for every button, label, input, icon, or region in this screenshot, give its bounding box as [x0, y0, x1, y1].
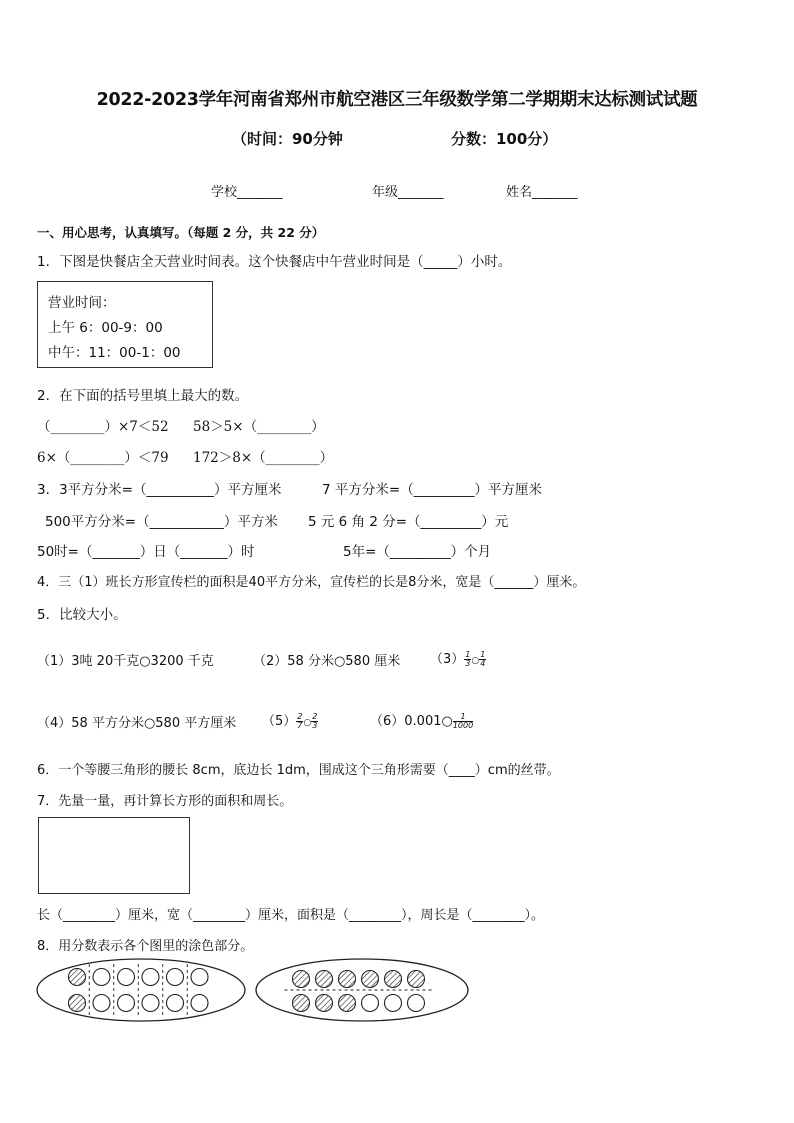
question-8: 8．用分数表示各个图里的涂色部分。: [37, 939, 254, 954]
question-3-item-4: 5 元 6 角 2 分=（_________）元: [308, 514, 509, 530]
q5-item-6-label: （6）0.001○: [370, 714, 453, 729]
q5-item-2: （2）58 分米○580 厘米: [253, 654, 401, 669]
unshaded-circle: [191, 995, 208, 1012]
grade-field[interactable]: 年级_______: [372, 185, 444, 200]
hours-heading: 营业时间：: [48, 295, 116, 311]
section-heading: 一、用心思考，认真填写。（每题 2 分，共 22 分）: [37, 225, 325, 240]
q5-item-1: （1）3吨 20千克○3200 千克: [37, 654, 214, 669]
shaded-circle: [408, 971, 425, 988]
fraction-1-1000: $\frac{1}{1000}$: [452, 712, 474, 730]
shaded-circle: [69, 995, 86, 1012]
unshaded-circle: [142, 969, 159, 986]
q5-item-3-label: （3）: [430, 652, 465, 667]
exam-time: （时间：90分钟: [232, 130, 343, 148]
compare-circle: ○: [471, 656, 480, 666]
q5-item-4: （4）58 平方分米○580 平方厘米: [37, 716, 237, 731]
shaded-circle: [293, 971, 310, 988]
unshaded-circle: [191, 969, 208, 986]
question-6: 6．一个等腰三角形的腰长 8cm，底边长 1dm，围成这个三角形需要（____）cm的丝带。: [37, 763, 560, 778]
fraction-2-7: $\frac{2}{7}$: [297, 712, 303, 730]
unshaded-circle: [142, 995, 159, 1012]
shaded-circle: [385, 971, 402, 988]
unshaded-circle: [167, 969, 184, 986]
name-field[interactable]: 姓名_______: [506, 185, 578, 200]
shaded-circle: [316, 995, 333, 1012]
question-3-item-2: 7 平方分米=（_________）平方厘米: [322, 482, 542, 498]
fraction-1-3: $\frac{1}{3}$: [465, 650, 471, 668]
unshaded-circle: [118, 969, 135, 986]
question-3-item-1: 3．3平方分米=（__________）平方厘米: [37, 482, 282, 498]
fraction-1-4: $\frac{1}{4}$: [480, 650, 486, 668]
shaded-circle: [293, 995, 310, 1012]
shaded-circle: [69, 969, 86, 986]
question-1: 1．下图是快餐店全天营业时间表。这个快餐店中午营业时间是（_____）小时。: [37, 254, 512, 270]
question-3-item-3: 500平方分米=（___________）平方米: [45, 514, 278, 530]
question-3-item-6: 5年=（_________）个月: [343, 544, 492, 560]
school-field[interactable]: 学校_______: [211, 185, 283, 200]
unshaded-circle: [167, 995, 184, 1012]
question-7: 7．先量一量，再计算长方形的面积和周长。: [37, 794, 293, 809]
unshaded-circle: [408, 995, 425, 1012]
unshaded-circle: [362, 995, 379, 1012]
figure-8-left: [37, 959, 245, 1021]
question-4: 4．三（1）班长方形宣传栏的面积是40平方分米，宣传栏的长是8分米，宽是（______）厘米。: [37, 575, 586, 590]
question-3-item-5: 50时=（_______）日（_______）时: [37, 544, 255, 560]
shaded-circle: [339, 995, 356, 1012]
fraction-2-3: $\frac{2}{3}$: [312, 712, 318, 730]
q2-item-2: 58＞5×（________）: [193, 419, 325, 435]
unshaded-circle: [385, 995, 402, 1012]
shaded-circle: [316, 971, 333, 988]
hours-morning: 上午 6：00-9：00: [48, 320, 163, 336]
question-2: 2．在下面的括号里填上最大的数。: [37, 388, 249, 404]
unshaded-circle: [118, 995, 135, 1012]
exam-score: 分数：100分）: [451, 130, 558, 148]
compare-circle: ○: [303, 718, 312, 728]
q2-item-4: 172＞8×（________）: [193, 450, 334, 466]
q2-item-1: （________）×7＜52: [37, 419, 169, 435]
shaded-circle: [362, 971, 379, 988]
unshaded-circle: [93, 995, 110, 1012]
figure-ellipse: [256, 959, 468, 1021]
shaded-circle: [339, 971, 356, 988]
hours-noon: 中午：11：00-1：00: [48, 345, 181, 361]
unshaded-circle: [93, 969, 110, 986]
page-title: 2022-2023学年河南省郑州市航空港区三年级数学第二学期期末达标测试试题: [96, 90, 698, 110]
q7-answer-line: 长（________）厘米，宽（________）厘米，面积是（________），周长是（________）。: [37, 908, 545, 923]
q5-item-5-label: （5）: [262, 714, 297, 729]
figure-ellipse: [37, 959, 245, 1021]
q2-item-3: 6×（________）＜79: [37, 450, 169, 466]
question-5: 5．比较大小。: [37, 607, 127, 623]
figure-8-right: [256, 959, 468, 1021]
